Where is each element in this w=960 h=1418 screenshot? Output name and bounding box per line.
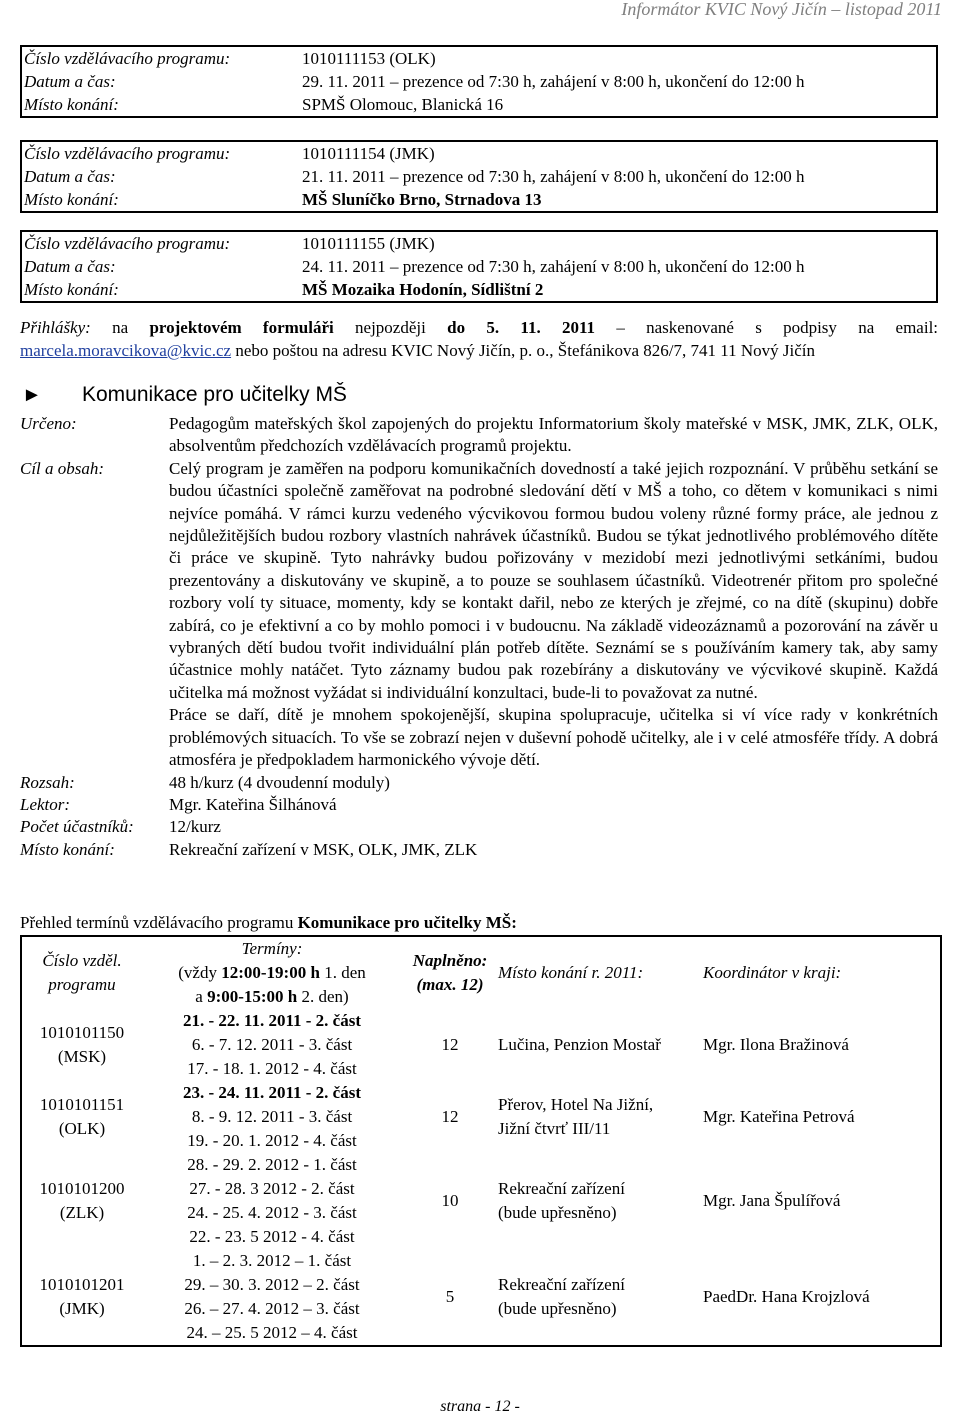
header-terms-time2: 9:00-15:00 h [207,987,298,1006]
row-number: 1010101151 [39,1095,125,1114]
arrow-icon: ► [22,383,42,406]
program-number-label: Číslo vzdělávacího programu: [24,144,231,163]
row-number: 1010101201 [39,1275,125,1294]
row-place: Jižní čtvrť III/11 [498,1119,611,1138]
program-number: 1010111154 (JMK) [302,144,435,163]
row-region: (OLK) [58,1119,106,1138]
row-term: 24. – 25. 5 2012 – 4. část [186,1323,358,1342]
registration-label: Přihlášky: [20,318,91,337]
program-datetime-label: Datum a čas: [24,257,116,276]
program-place: SPMŠ Olomouc, Blanická 16 [302,95,504,114]
page-number: strana - 12 - [440,1398,520,1415]
row-filled: 5 [445,1287,455,1306]
program-date: 21. 11. 2011 [302,167,386,186]
program-place-label: Místo konání: [24,280,119,299]
header-number: Číslo vzděl. programu [42,951,122,994]
row-term: 22. - 23. 5 2012 - 4. část [189,1227,355,1246]
goal-paragraph-1: Celý program je zaměřen na podporu komunikačních dovedností a také jejich rozpoznání. V průběhu setkání se budou účastníci společně zaměřovat na podrobné sledování dětí v MŠ a toho, co dětem v komunikaci s nimi nejvíce pomáhá. V rámci kurzu vedeného výcvikovou formou budou voleny různé formy práce, ale jednou z nejdůležitějších budou rozbory vlastních nahrávek účastníků. Budou se týkat jednotlivého problémového dítěte či práce ve skupině. Tyto nahrávky budou pořizovány v mezidobí mezi jednotlivými setkáními, budou prezentovány a diskutovány ve skupině, a to pouze se souhlasem účastníků. Videotrenér přitom pro společné rozbory volí ty situace, momenty, kdy se kontakt dařil, nebo ze kterých je zřejmé, co na dítě (skupinu) dobře zabírá, co je efektivní a co by mohlo pomoci i v budoucnu. Na základě videozáznamů a pozorování na závěr u vybraných dětí budou tvořit individuální plán potřeb dítěte. Seznámí se s používáním kamery tak, aby samy účastnice mohly natáčet. Tyto záznamy budou pak rozebírány a diskutovány ve výcvikové skupině. Každá učitelka má možnost vyžádat si individuální konzultaci, bude-li to považovat za nutné. [169,458,938,702]
row-term: 23. - 24. 11. 2011 - 2. část [182,1083,362,1102]
goal-label: Cíl a obsah: [20,458,105,478]
page-header-title: Informátor KVIC Nový Jičín – listopad 2011 [621,0,942,19]
row-term: 6. - 7. 12. 2011 - 3. část [191,1035,353,1054]
header-terms-time1: 12:00-19:00 h [221,963,320,982]
overview-heading [20,912,517,934]
row-filled: 10 [441,1191,459,1210]
row-coordinator: Mgr. Jana Špulířová [703,1191,841,1210]
registration-text: na [90,318,150,337]
header-terms-text: 1. den [319,963,366,982]
row-term: 26. – 27. 4. 2012 – 3. část [184,1299,360,1318]
row-place: (bude upřesněno) [498,1203,617,1222]
section-title: Komunikace pro učitelky MŠ [82,383,347,406]
row-term: 28. - 29. 2. 2012 - 1. část [187,1155,357,1174]
header-terms-text: a [195,987,208,1006]
overview-program-name: Komunikace pro učitelky MŠ: [297,913,517,932]
header-coordinator: Koordinátor v kraji: [703,963,842,982]
registration-address: nebo poštou na adresu KVIC Nový Jičín, p. o., Štefánikova 826/7, 741 11 Nový Jičín [231,341,815,360]
lector-label: Lektor: [20,794,71,814]
table-row [21,1009,941,1081]
lector-value: Mgr. Kateřina Šilhánová [169,794,337,814]
table-row [21,1153,941,1249]
program-number-label: Číslo vzdělávacího programu: [24,234,231,253]
intended-label: Určeno: [20,414,77,433]
row-region: (JMK) [59,1299,105,1318]
registration-deadline: do 5. 11. 2011 [447,318,596,337]
row-coordinator: PaedDr. Hana Krojzlová [703,1287,870,1306]
program-place: MŠ Sluníčko Brno, Strnadova 13 [302,190,542,209]
registration-form-link[interactable]: projektovém formuláři [149,318,334,337]
registration-text: – naskenované s podpisy na email: [595,318,939,337]
course-details [20,413,938,861]
header-filled: Naplněno: [412,951,488,970]
intended-text: Pedagogům mateřských škol zapojených do projektu Informatorium školy mateřské v MSK, JMK, ZLK, OLK, absolventům předchozích vzdělávacích programů projektu. [169,414,938,456]
program-number: 1010111155 (JMK) [302,234,435,253]
program-box-3 [20,230,938,303]
row-place: Přerov, Hotel Na Jižní, [498,1095,654,1114]
overview-prefix: Přehled termínů vzdělávacího programu [20,913,298,932]
program-datetime-rest: – prezence od 7:30 h, zahájení v 8:00 h, ukončení do 12:00 h [385,72,805,91]
row-term: 24. - 25. 4. 2012 - 3. část [187,1203,357,1222]
registration-paragraph [20,316,938,362]
program-datetime-label: Datum a čas: [24,167,116,186]
program-number-label: Číslo vzdělávacího programu: [24,49,231,68]
goal-paragraph-2: Práce se daří, dítě je mnohem spokojenější, skupina spolupracuje, učitelka si ví více rady v konkrétních problémových situacích. To vše se zobrazí nejen v duševní pohodě učitelky, ale i v celé atmosféře třídy. A dobrá atmosféra je předpokladem harmonického vývoje dětí. [169,705,938,770]
header-place: Místo konání r. 2011: [498,963,644,982]
place-label: Místo konání: [20,839,115,859]
program-box-2 [20,140,938,213]
row-term: 27. - 28. 3 2012 - 2. část [189,1179,355,1198]
row-filled: 12 [441,1107,459,1126]
program-place: MŠ Mozaika Hodonín, Sídlištní 2 [302,280,544,299]
row-place: Rekreační zařízení [498,1179,625,1198]
email-link[interactable]: marcela.moravcikova@kvic.cz [20,341,232,360]
row-term: 21. - 22. 11. 2011 - 2. část [182,1011,362,1030]
table-row [21,1081,941,1153]
header-terms-text: (vždy [178,963,222,982]
participants-label: Počet účastníků: [20,817,134,837]
program-datetime-rest: – prezence od 7:30 h, zahájení v 8:00 h, ukončení do 12:00 h [385,167,805,186]
row-coordinator: Mgr. Kateřina Petrová [703,1107,855,1126]
header-terms-title: Termíny: [241,939,303,958]
place-value: Rekreační zařízení v MSK, OLK, JMK, ZLK [169,839,478,859]
program-date: 24. 11. 2011 [302,257,386,276]
row-number: 1010101200 [39,1179,125,1198]
row-place: (bude upřesněno) [498,1299,617,1318]
row-region: (MSK) [57,1047,107,1066]
row-term: 8. - 9. 12. 2011 - 3. část [191,1107,353,1126]
table-header-row [21,936,941,1009]
scope-value: 48 h/kurz (4 dvoudenní moduly) [169,772,390,792]
row-term: 29. – 30. 3. 2012 – 2. část [184,1275,360,1294]
row-filled: 12 [441,1035,459,1054]
scope-label: Rozsah: [20,772,75,792]
table-row [21,1249,941,1346]
participants-value: 12/kurz [169,817,221,837]
header-max: (max. 12) [416,975,484,994]
row-place: Rekreační zařízení [498,1275,625,1294]
program-datetime-label: Datum a čas: [24,72,116,91]
program-datetime-rest: – prezence od 7:30 h, zahájení v 8:00 h, ukončení do 12:00 h [385,257,805,276]
program-place-label: Místo konání: [24,190,119,209]
terms-table [20,935,942,1347]
row-number: 1010101150 [39,1023,125,1042]
header-terms-text: 2. den) [297,987,349,1006]
program-place-label: Místo konání: [24,95,119,114]
program-box-1 [20,45,938,118]
program-date: 29. 11. 2011 [302,72,386,91]
section-heading [22,383,347,407]
row-region: (ZLK) [59,1203,105,1222]
row-place: Lučina, Penzion Mostař [498,1035,661,1054]
row-term: 17. - 18. 1. 2012 - 4. část [187,1059,357,1078]
program-number: 1010111153 (OLK) [302,49,436,68]
row-coordinator: Mgr. Ilona Bražinová [703,1035,849,1054]
registration-text: nejpozději [333,318,448,337]
row-term: 1. – 2. 3. 2012 – 1. část [192,1251,352,1270]
row-term: 19. - 20. 1. 2012 - 4. část [187,1131,357,1150]
